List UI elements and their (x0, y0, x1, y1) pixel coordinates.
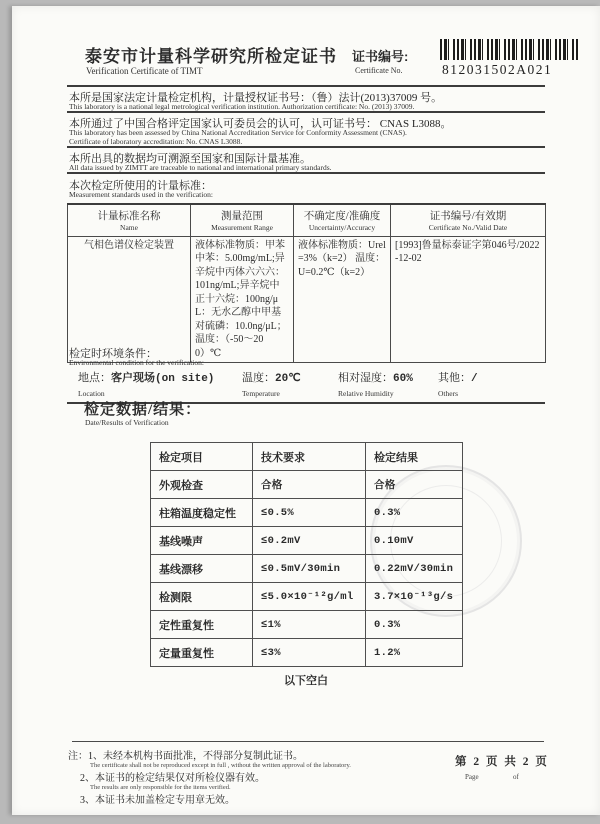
results-header-result: 检定结果 (366, 443, 463, 471)
env-field-temperature: 温度：20℃ Temperature (242, 372, 301, 398)
standards-header-range: 测量范围 Measurement Range (191, 204, 294, 236)
statement-authorization-en: This laboratory is a national legal metrological verification institution. Authorization certificate: No. (2013) 37009. (69, 102, 415, 111)
standards-header-uncertainty: 不确定度/准确度 Uncertainty/Accuracy (294, 204, 391, 236)
table-row: 外观检查 合格 合格 (151, 471, 463, 499)
table-row: 基线漂移 ≤0.5mV/30min 0.22mV/30min (151, 555, 463, 583)
results-heading-en: Date/Results of Verification (85, 418, 169, 427)
table-row: 检测限 ≤5.0×10⁻¹²g/ml 3.7×10⁻¹³g/s (151, 583, 463, 611)
environment-fields-row (12, 368, 600, 400)
env-field-location: 地点：客户现场(on site) Location (78, 372, 215, 398)
standard-name-cell: 气相色谱仪检定装置 (68, 236, 191, 363)
page-number-zh: 第 2 页 共 2 页 (455, 756, 549, 768)
note-1-en: The certificate shall not be reproduced except in full , without the written approval of the laboratory. (90, 762, 351, 769)
separator (67, 111, 545, 113)
of-label: of (513, 773, 519, 781)
barcode-icon (440, 39, 580, 60)
separator (67, 146, 545, 148)
standards-header-certificate: 证书编号/有效期 Certificate No./Valid Date (391, 204, 546, 236)
note-1-zh: 1、未经本机构书面批准，不得部分复制此证书。 (88, 751, 303, 762)
table-row: 基线噪声 ≤0.2mV 0.10mV (151, 527, 463, 555)
standards-header-name: 计量标准名称 Name (68, 204, 191, 236)
results-table (150, 442, 463, 667)
results-header-item: 检定项目 (151, 443, 253, 471)
footer-notes (68, 747, 448, 806)
standard-uncertainty-cell: 液体标准物质：Urel=3%（k=2） 温度：U=0.2℃（k=2） (294, 236, 391, 363)
temperature-value: 20℃ (275, 373, 301, 385)
page-title-english: Verification Certificate of TIMT (86, 66, 203, 76)
separator (72, 741, 544, 742)
certificate-no-label: 证书编号: (352, 49, 409, 64)
others-value: / (471, 373, 478, 385)
separator (67, 85, 545, 87)
table-row: 定性重复性 ≤1% 0.3% (151, 611, 463, 639)
page-label: Page (465, 773, 479, 781)
standards-data-row (68, 236, 546, 363)
location-value: 客户现场(on site) (111, 373, 215, 385)
certificate-number: 812031502A021 (442, 62, 553, 77)
environment-heading-en: Environmental condition for the verification: (69, 358, 204, 367)
notes-label: 注： (68, 751, 88, 762)
env-field-humidity: 相对湿度：60% Relative Humidity (338, 372, 413, 398)
statement-cnas-en: This laboratory has been assessed by China National Accreditation Service for Conformity Assessment (CNAS). (69, 128, 407, 137)
standards-heading-en: Measurement standards used in the verification: (69, 190, 213, 199)
statement-traceability-zh: 本所出具的数据均可溯源至国家和国际计量基准。 (69, 153, 311, 165)
standard-range-cell: 液体标准物质：甲苯中苯：5.00mg/mL;异辛烷中丙体六六六：101ng/mL;异辛烷中正十六烷：100ng/μL：无水乙醇中甲基对硫磷：10.0ng/μL；温度：（-50～200）℃ (191, 236, 294, 363)
blank-below-note: 以下空白 (284, 675, 328, 687)
separator (67, 172, 545, 174)
results-header-row (151, 443, 463, 471)
standard-certificate-cell: [1993]鲁量标泰证字第046号/2022-12-02 (391, 236, 546, 363)
standards-table (67, 203, 546, 363)
note-3-zh: 3、本证书未加盖检定专用章无效。 (80, 795, 235, 806)
standards-header-row (68, 204, 546, 236)
table-row: 定量重复性 ≤3% 1.2% (151, 639, 463, 667)
note-2-zh: 2、本证书的检定结果仅对所检仪器有效。 (80, 773, 265, 784)
page-info (455, 753, 549, 783)
statement-cnas-zh: 本所通过了中国合格评定国家认可委员会的认可，认可证书号： CNAS L3088。 (69, 118, 452, 130)
statement-cnas-en2: Certificate of laboratory accreditation: No. CNAS L3088. (69, 137, 243, 146)
certificate-paper (12, 6, 600, 815)
note-2-en: The results are only responsible for the items verified. (90, 784, 231, 791)
statement-authorization-zh: 本所是国家法定计量检定机构，计量授权证书号：（鲁）法计(2013)37009 号。 (69, 92, 443, 104)
env-field-others: 其他：/ Others (438, 372, 478, 398)
humidity-value: 60% (393, 373, 413, 385)
table-row: 柱箱温度稳定性 ≤0.5% 0.3% (151, 499, 463, 527)
statement-traceability-en: All data issued by ZIMTT are traceable to national and international primary standards. (69, 163, 332, 172)
results-header-requirement: 技术要求 (253, 443, 366, 471)
environment-heading-zh: 检定时环境条件： (69, 348, 157, 360)
standards-heading-zh: 本次检定所使用的计量标准： (69, 180, 212, 192)
page-title: 泰安市计量科学研究所检定证书 (85, 47, 337, 66)
certificate-no-label-english: Certificate No. (355, 66, 403, 75)
results-heading-zh: 检定数据/结果： (84, 402, 202, 418)
